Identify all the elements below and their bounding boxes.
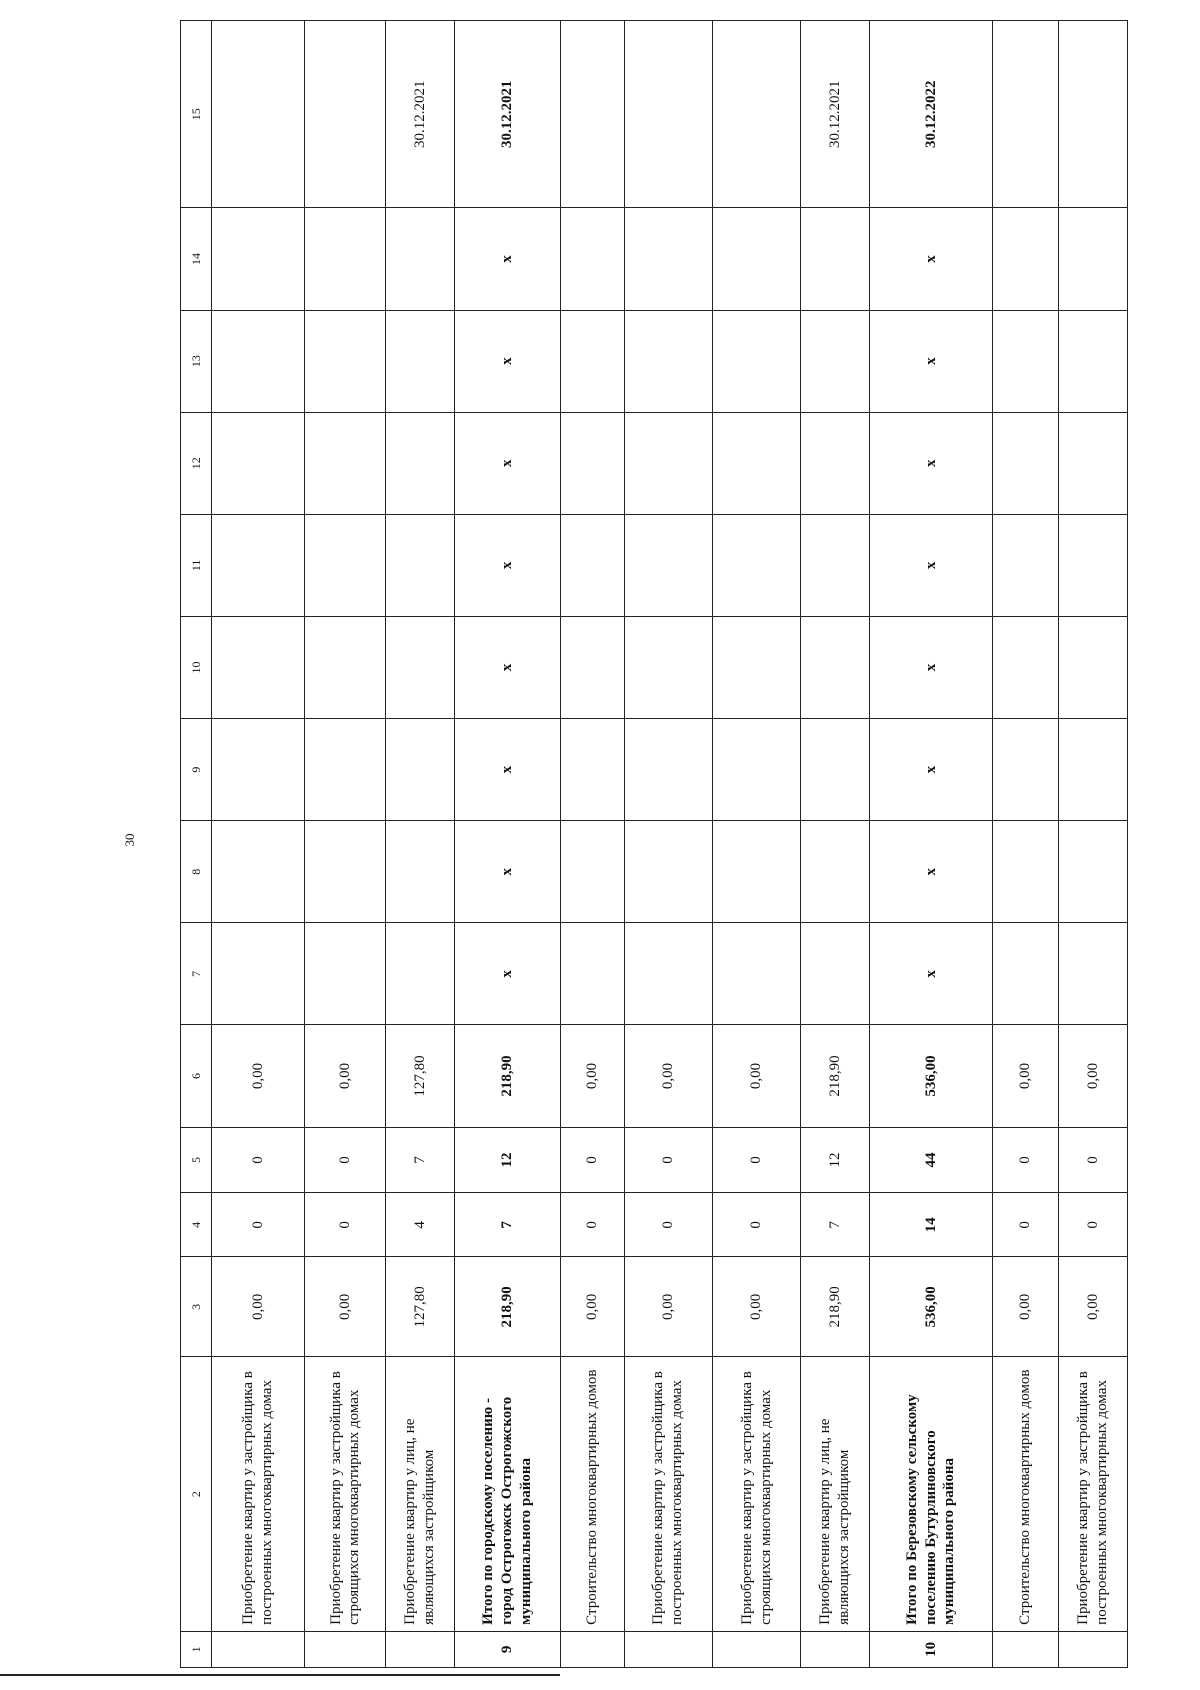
- cell-col-15: 30.12.2021: [386, 21, 455, 208]
- column-number-15: 15: [181, 21, 212, 208]
- cell-col-14: [992, 208, 1058, 310]
- cell-col-1: [624, 1631, 712, 1667]
- table-row: [386, 21, 455, 1668]
- cell-col-1: [212, 1631, 305, 1667]
- cell-col-5: 0: [560, 1127, 624, 1193]
- cell-col-6: 0,00: [305, 1025, 386, 1127]
- bottom-rule: [0, 1674, 560, 1676]
- cell-col-12: [212, 412, 305, 514]
- cell-col-14: [212, 208, 305, 310]
- table-row: [560, 21, 624, 1668]
- cell-col-14: [712, 208, 800, 310]
- cell-col-3: 0,00: [560, 1257, 624, 1357]
- cell-col-5: 0: [992, 1127, 1058, 1193]
- column-number-3: 3: [181, 1257, 212, 1357]
- column-number-7: 7: [181, 923, 212, 1025]
- cell-col-13: [1059, 310, 1128, 412]
- cell-col-9: х: [870, 719, 993, 821]
- cell-col-5: 7: [386, 1127, 455, 1193]
- cell-col-13: [305, 310, 386, 412]
- table-row: [992, 21, 1058, 1668]
- cell-col-6: 0,00: [1059, 1025, 1128, 1127]
- table-row: [305, 21, 386, 1668]
- cell-col-10: [560, 616, 624, 718]
- cell-col-9: [560, 719, 624, 821]
- cell-col-7: [386, 923, 455, 1025]
- cell-col-1: [305, 1631, 386, 1667]
- cell-col-1: 10: [870, 1631, 993, 1667]
- cell-col-11: х: [870, 514, 993, 616]
- cell-col-15: [305, 21, 386, 208]
- cell-col-12: [305, 412, 386, 514]
- cell-col-9: [386, 719, 455, 821]
- cell-col-10: [712, 616, 800, 718]
- row-name-cell: Приобретение квартир у лиц, не являющихся застройщиком: [386, 1357, 455, 1632]
- cell-col-7: [305, 923, 386, 1025]
- row-name-cell: Строительство многоквартирных домов: [992, 1357, 1058, 1632]
- cell-col-4: 0: [305, 1193, 386, 1257]
- column-number-4: 4: [181, 1193, 212, 1257]
- table-body: [212, 21, 1128, 1668]
- cell-col-12: [801, 412, 870, 514]
- cell-col-1: [1059, 1631, 1128, 1667]
- cell-col-3: 0,00: [305, 1257, 386, 1357]
- cell-col-8: [212, 821, 305, 923]
- row-name-cell: Приобретение квартир у лиц, не являющихся застройщиком: [801, 1357, 870, 1632]
- cell-col-4: 0: [624, 1193, 712, 1257]
- cell-col-13: [212, 310, 305, 412]
- cell-col-12: [712, 412, 800, 514]
- cell-col-11: [624, 514, 712, 616]
- cell-col-7: [1059, 923, 1128, 1025]
- cell-col-8: [560, 821, 624, 923]
- cell-col-3: 0,00: [992, 1257, 1058, 1357]
- cell-col-5: 0: [624, 1127, 712, 1193]
- cell-col-7: [624, 923, 712, 1025]
- table-wrapper: [180, 20, 1128, 1668]
- cell-col-7: [992, 923, 1058, 1025]
- cell-col-1: [712, 1631, 800, 1667]
- cell-col-9: [801, 719, 870, 821]
- cell-col-9: [305, 719, 386, 821]
- cell-col-6: 0,00: [624, 1025, 712, 1127]
- column-number-1: 1: [181, 1631, 212, 1667]
- cell-col-4: 0: [992, 1193, 1058, 1257]
- table-row: [712, 21, 800, 1668]
- cell-col-15: 30.12.2022: [870, 21, 993, 208]
- table-row: [455, 21, 561, 1668]
- cell-col-4: 7: [455, 1193, 561, 1257]
- cell-col-3: 218,90: [801, 1257, 870, 1357]
- cell-col-11: [212, 514, 305, 616]
- cell-col-15: [560, 21, 624, 208]
- cell-col-15: 30.12.2021: [455, 21, 561, 208]
- cell-col-9: [212, 719, 305, 821]
- cell-col-8: [305, 821, 386, 923]
- cell-col-15: [624, 21, 712, 208]
- cell-col-4: 0: [1059, 1193, 1128, 1257]
- table-row: [1059, 21, 1128, 1668]
- cell-col-12: х: [870, 412, 993, 514]
- cell-col-4: 0: [560, 1193, 624, 1257]
- cell-col-10: х: [870, 616, 993, 718]
- cell-col-11: [992, 514, 1058, 616]
- cell-col-8: [801, 821, 870, 923]
- cell-col-11: [560, 514, 624, 616]
- column-number-12: 12: [181, 412, 212, 514]
- cell-col-8: [1059, 821, 1128, 923]
- cell-col-14: [624, 208, 712, 310]
- cell-col-6: 0,00: [560, 1025, 624, 1127]
- cell-col-3: 0,00: [712, 1257, 800, 1357]
- table-row: [801, 21, 870, 1668]
- cell-col-10: [386, 616, 455, 718]
- cell-col-8: [386, 821, 455, 923]
- cell-col-3: 0,00: [624, 1257, 712, 1357]
- cell-col-9: [624, 719, 712, 821]
- cell-col-3: 218,90: [455, 1257, 561, 1357]
- cell-col-5: 12: [801, 1127, 870, 1193]
- cell-col-6: 0,00: [992, 1025, 1058, 1127]
- cell-col-4: 4: [386, 1193, 455, 1257]
- cell-col-12: [992, 412, 1058, 514]
- row-name-cell: Приобретение квартир у застройщика в строящихся многоквартирных домах: [712, 1357, 800, 1632]
- column-number-2: 2: [181, 1357, 212, 1632]
- cell-col-15: 30.12.2021: [801, 21, 870, 208]
- cell-col-3: 536,00: [870, 1257, 993, 1357]
- column-number-10: 10: [181, 616, 212, 718]
- cell-col-14: [1059, 208, 1128, 310]
- cell-col-4: 14: [870, 1193, 993, 1257]
- cell-col-8: [712, 821, 800, 923]
- cell-col-14: [386, 208, 455, 310]
- cell-col-11: [386, 514, 455, 616]
- table-row: [212, 21, 305, 1668]
- cell-col-11: [305, 514, 386, 616]
- cell-col-9: х: [455, 719, 561, 821]
- cell-col-10: [212, 616, 305, 718]
- cell-col-8: [992, 821, 1058, 923]
- cell-col-15: [212, 21, 305, 208]
- row-name-cell: Итого по Березовскому сельскому поселению Бутурлиновского муниципального района: [870, 1357, 993, 1632]
- cell-col-12: [560, 412, 624, 514]
- cell-col-8: х: [455, 821, 561, 923]
- cell-col-7: [560, 923, 624, 1025]
- cell-col-15: [992, 21, 1058, 208]
- cell-col-11: х: [455, 514, 561, 616]
- column-number-6: 6: [181, 1025, 212, 1127]
- cell-col-1: [992, 1631, 1058, 1667]
- column-number-13: 13: [181, 310, 212, 412]
- cell-col-13: х: [455, 310, 561, 412]
- cell-col-1: [560, 1631, 624, 1667]
- cell-col-13: [712, 310, 800, 412]
- table-row: [870, 21, 993, 1668]
- column-number-row: [181, 21, 212, 1668]
- cell-col-5: 0: [712, 1127, 800, 1193]
- cell-col-10: [305, 616, 386, 718]
- cell-col-9: [712, 719, 800, 821]
- row-name-cell: Приобретение квартир у застройщика в построенных многоквартирных домах: [212, 1357, 305, 1632]
- cell-col-14: х: [455, 208, 561, 310]
- cell-col-9: [1059, 719, 1128, 821]
- cell-col-13: [992, 310, 1058, 412]
- cell-col-6: 218,90: [801, 1025, 870, 1127]
- cell-col-10: [624, 616, 712, 718]
- cell-col-9: [992, 719, 1058, 821]
- cell-col-3: 0,00: [212, 1257, 305, 1357]
- row-name-cell: Итого по городскому поселению - город Острогожск Острогожского муниципального района: [455, 1357, 561, 1632]
- cell-col-11: [1059, 514, 1128, 616]
- cell-col-5: 0: [305, 1127, 386, 1193]
- cell-col-1: 9: [455, 1631, 561, 1667]
- cell-col-14: [305, 208, 386, 310]
- cell-col-6: 0,00: [212, 1025, 305, 1127]
- cell-col-13: [386, 310, 455, 412]
- cell-col-3: 0,00: [1059, 1257, 1128, 1357]
- cell-col-10: [801, 616, 870, 718]
- cell-col-12: [386, 412, 455, 514]
- cell-col-10: [1059, 616, 1128, 718]
- cell-col-15: [1059, 21, 1128, 208]
- cell-col-6: 536,00: [870, 1025, 993, 1127]
- cell-col-3: 127,80: [386, 1257, 455, 1357]
- cell-col-5: 44: [870, 1127, 993, 1193]
- column-number-11: 11: [181, 514, 212, 616]
- cell-col-6: 218,90: [455, 1025, 561, 1127]
- cell-col-1: [386, 1631, 455, 1667]
- column-number-9: 9: [181, 719, 212, 821]
- cell-col-13: [624, 310, 712, 412]
- row-name-cell: Приобретение квартир у застройщика в построенных многоквартирных домах: [624, 1357, 712, 1632]
- cell-col-5: 0: [1059, 1127, 1128, 1193]
- cell-col-11: [801, 514, 870, 616]
- cell-col-12: [1059, 412, 1128, 514]
- row-name-cell: Строительство многоквартирных домов: [560, 1357, 624, 1632]
- cell-col-7: [212, 923, 305, 1025]
- cell-col-12: х: [455, 412, 561, 514]
- cell-col-14: [801, 208, 870, 310]
- cell-col-13: [560, 310, 624, 412]
- cell-col-7: х: [455, 923, 561, 1025]
- cell-col-10: х: [455, 616, 561, 718]
- column-number-8: 8: [181, 821, 212, 923]
- row-name-cell: Приобретение квартир у застройщика в строящихся многоквартирных домах: [305, 1357, 386, 1632]
- cell-col-13: х: [870, 310, 993, 412]
- cell-col-7: х: [870, 923, 993, 1025]
- cell-col-11: [712, 514, 800, 616]
- cell-col-10: [992, 616, 1058, 718]
- cell-col-4: 0: [712, 1193, 800, 1257]
- cell-col-13: [801, 310, 870, 412]
- table-row: [624, 21, 712, 1668]
- cell-col-15: [712, 21, 800, 208]
- cell-col-8: х: [870, 821, 993, 923]
- cell-col-7: [712, 923, 800, 1025]
- cell-col-7: [801, 923, 870, 1025]
- cell-col-14: [560, 208, 624, 310]
- cell-col-4: 0: [212, 1193, 305, 1257]
- cell-col-8: [624, 821, 712, 923]
- cell-col-5: 0: [212, 1127, 305, 1193]
- cell-col-6: 127,80: [386, 1025, 455, 1127]
- cell-col-12: [624, 412, 712, 514]
- column-number-5: 5: [181, 1127, 212, 1193]
- column-number-14: 14: [181, 208, 212, 310]
- cell-col-6: 0,00: [712, 1025, 800, 1127]
- cell-col-14: х: [870, 208, 993, 310]
- row-name-cell: Приобретение квартир у застройщика в построенных многоквартирных домах: [1059, 1357, 1128, 1632]
- cell-col-4: 7: [801, 1193, 870, 1257]
- cell-col-5: 12: [455, 1127, 561, 1193]
- page-number: 30: [122, 833, 137, 847]
- cell-col-1: [801, 1631, 870, 1667]
- data-table: [180, 20, 1128, 1668]
